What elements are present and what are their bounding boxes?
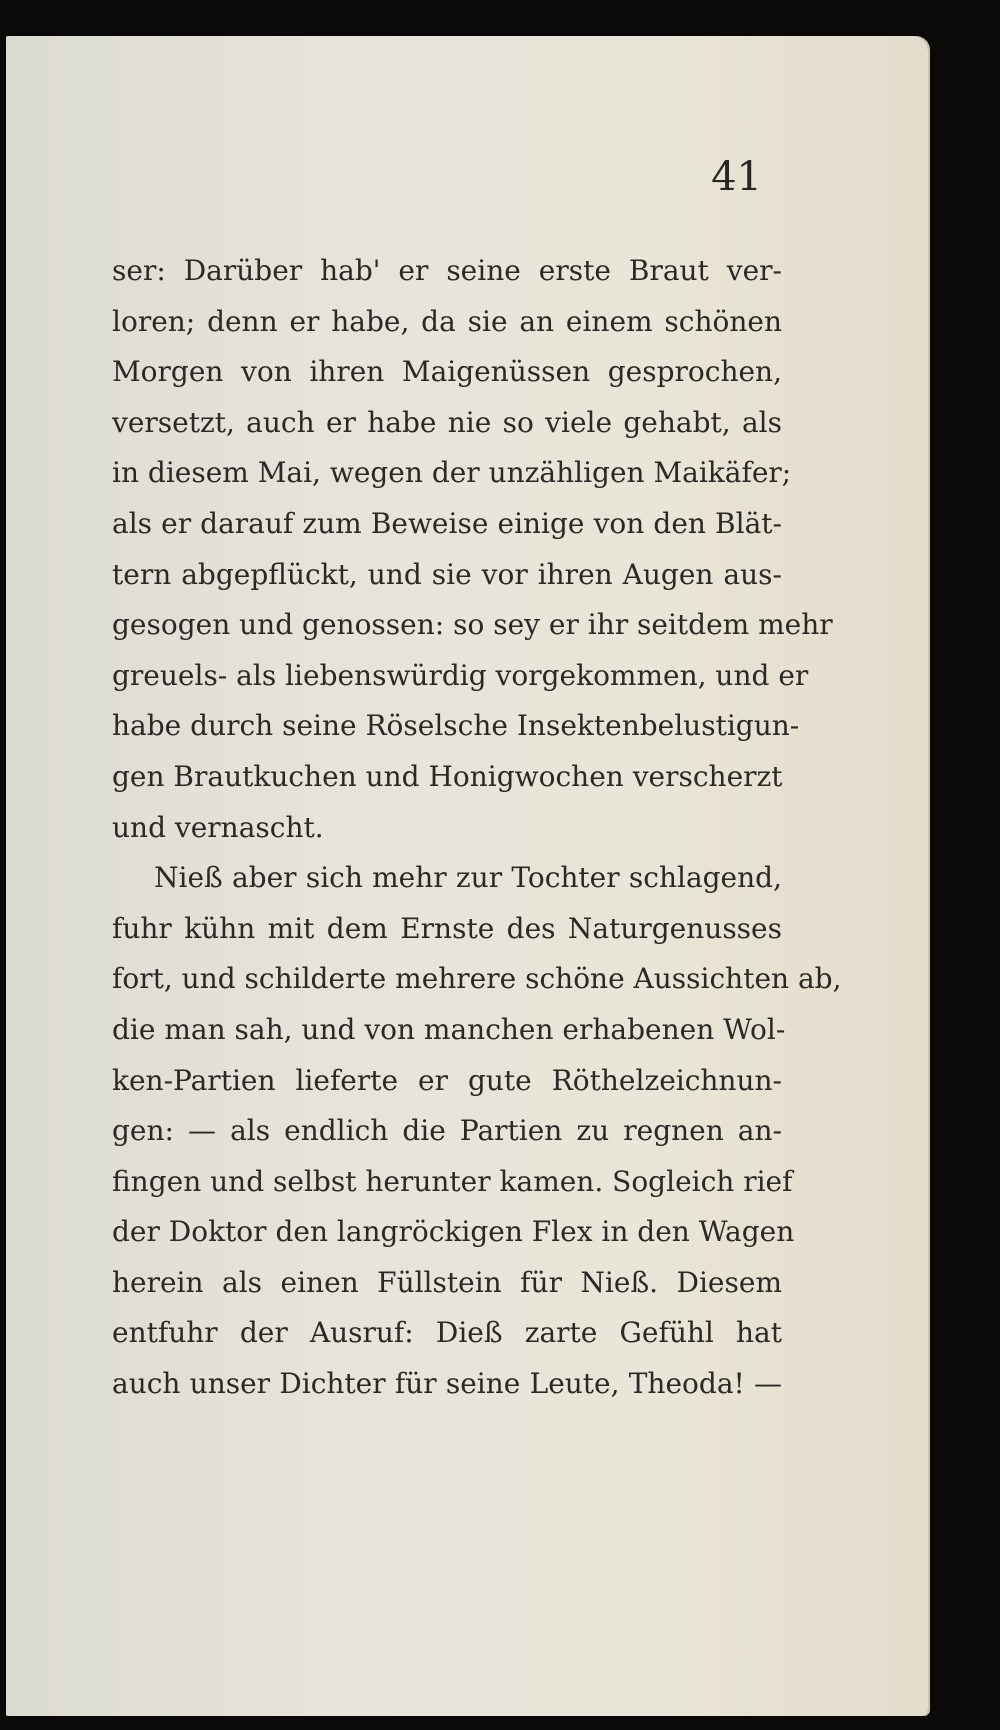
text-line: greuels- als liebenswürdig vorgekommen, und er (112, 658, 809, 692)
paragraph-end-line: und vernascht. (112, 810, 324, 844)
text-line: fort, und schilderte mehrere schöne Aussichten ab, (112, 962, 842, 996)
text-line: fuhr kühn mit dem Ernste des Naturgenusses (112, 911, 782, 945)
text-line: als er darauf zum Beweise einige von den Blät- (112, 506, 782, 540)
text-line: auch unser Dichter für seine Leute, Theoda! — (112, 1367, 782, 1401)
body-text (112, 246, 842, 1410)
text-line: ken-Partien lieferte er gute Röthelzeichnun- (112, 1063, 782, 1097)
text-line: herein als einen Füllstein für Nieß. Diesem (112, 1265, 782, 1299)
text-line: fingen und selbst herunter kamen. Sogleich rief (112, 1164, 793, 1198)
text-line: der Doktor den langröckigen Flex in den Wagen (112, 1215, 795, 1249)
paragraph-start-line: Nieß aber sich mehr zur Tochter schlagend, (154, 861, 782, 895)
text-line: versetzt, auch er habe nie so viele gehabt, als (112, 405, 782, 439)
page-number: 41 (711, 154, 762, 200)
book-page (6, 36, 928, 1716)
text-line: ser: Darüber hab' er seine erste Braut ver- (112, 254, 782, 287)
text-line: entfuhr der Ausruf: Dieß zarte Gefühl hat (112, 1316, 782, 1350)
text-line: in diesem Mai, wegen der unzähligen Maikäfer; (112, 456, 792, 490)
text-line: tern abgepflückt, und sie vor ihren Augen aus- (112, 557, 782, 591)
text-line: gen: — als endlich die Partien zu regnen an- (112, 1114, 782, 1148)
text-line: die man sah, und von manchen erhabenen Wol- (112, 1012, 786, 1046)
text-line: habe durch seine Röselsche Insektenbelustigun- (112, 709, 800, 743)
text-line: gen Brautkuchen und Honigwochen verscherzt (112, 759, 783, 793)
text-line: Morgen von ihren Maigenüssen gesprochen, (112, 355, 782, 389)
text-line: gesogen und genossen: so sey er ihr seitdem mehr (112, 608, 833, 642)
text-line: loren; denn er habe, da sie an einem schönen (112, 304, 782, 338)
